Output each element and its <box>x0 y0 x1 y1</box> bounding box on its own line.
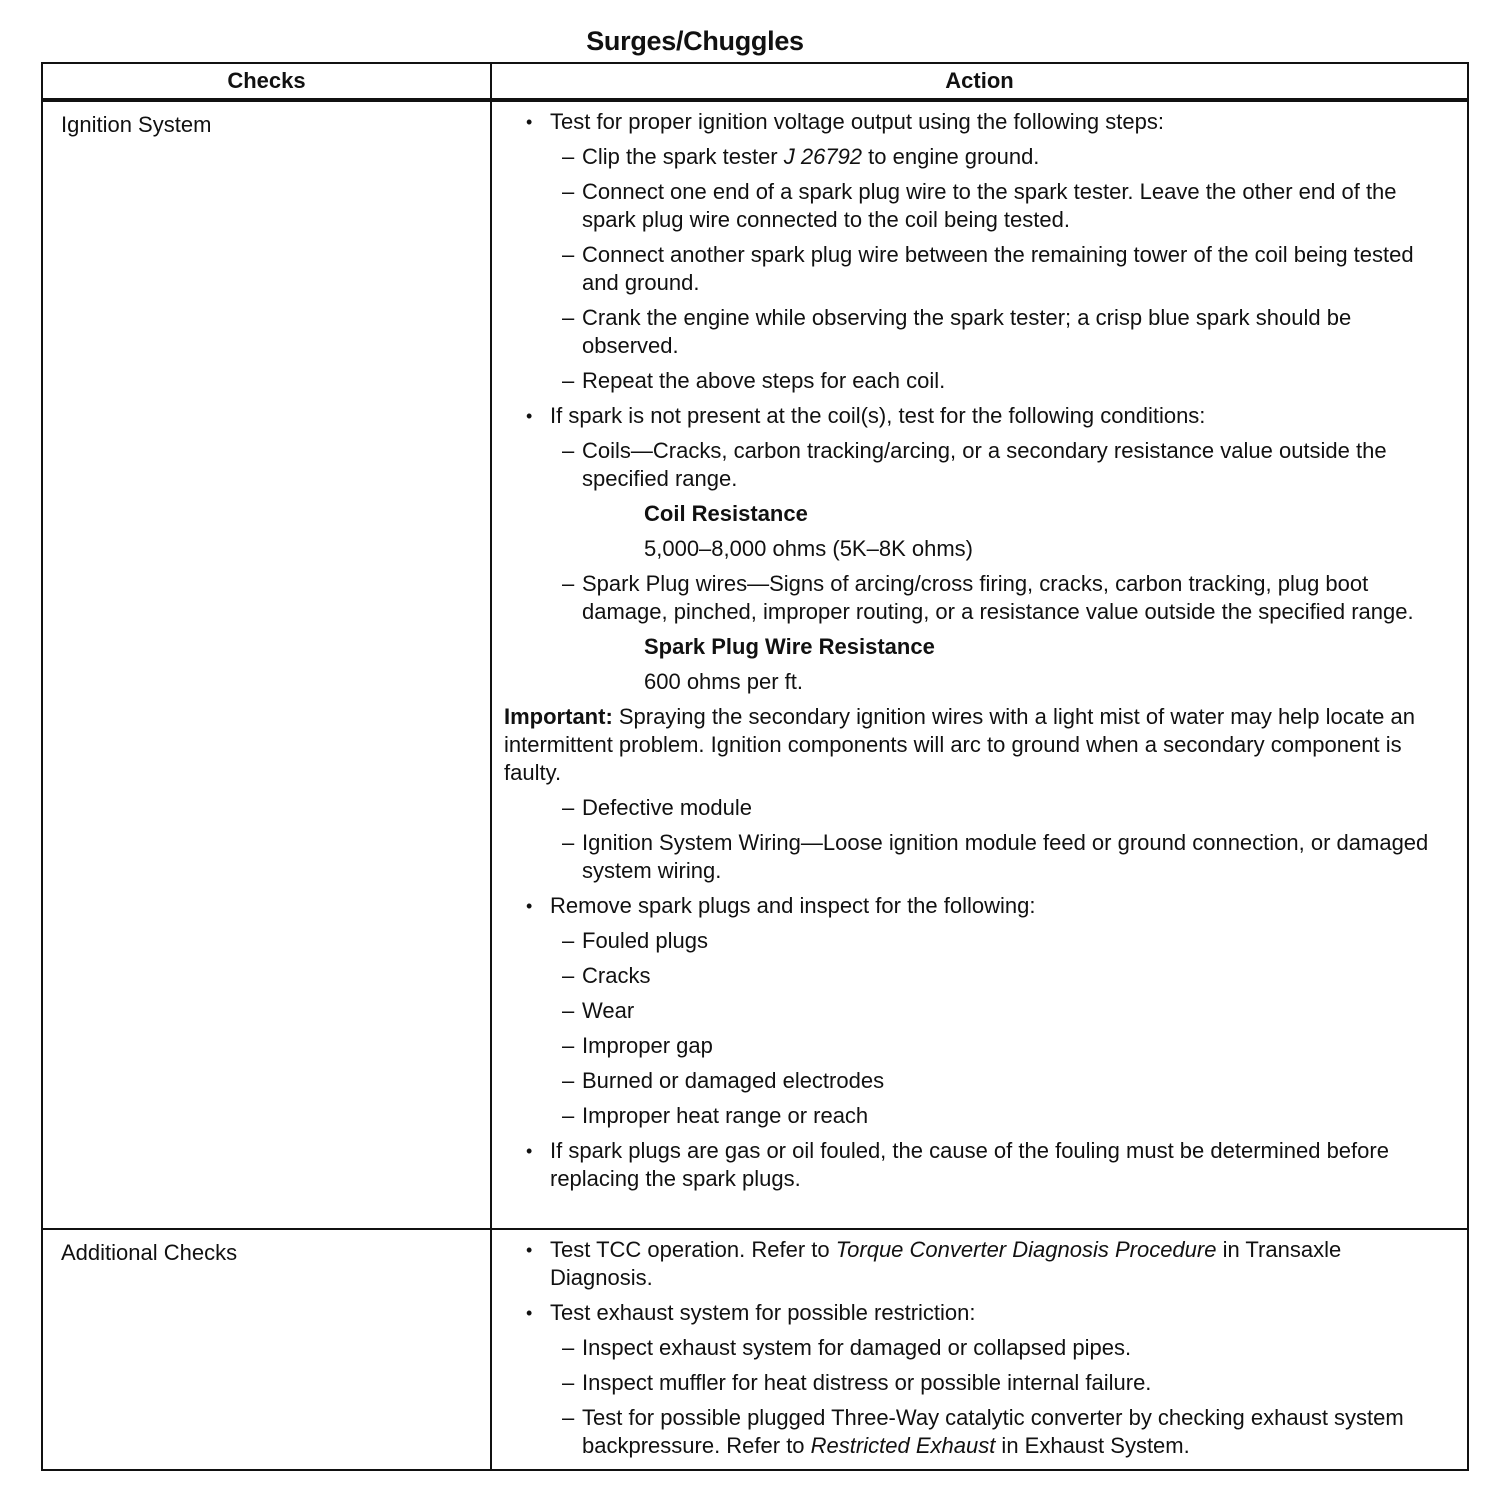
dash-item: – Crank the engine while observing the spark tester; a crisp blue spark should be observed. <box>504 304 1449 360</box>
dash-item: – Connect another spark plug wire between the remaining tower of the coil being tested and ground. <box>504 241 1449 297</box>
header-action: Action <box>491 63 1468 100</box>
tool-number: J 26792 <box>783 144 863 169</box>
step-text: Clip the spark tester <box>582 144 784 169</box>
page-title: Surges/Chuggles <box>586 26 804 56</box>
bullet-item: • Remove spark plugs and inspect for the following: <box>504 892 1449 920</box>
bullet-item: • Test exhaust system for possible restriction: <box>504 1299 1449 1327</box>
check-additional-checks: Additional Checks <box>42 1229 491 1470</box>
action-cell <box>491 1229 1468 1470</box>
action-cell <box>491 100 1468 1229</box>
important-note <box>504 703 1449 787</box>
important-text: Spraying the secondary ignition wires with a light mist of water may help locate an intermittent problem. Ignition components will arc to ground when a secondary component is faulty. <box>504 704 1415 785</box>
spec-title: Spark Plug Wire Resistance <box>644 634 935 659</box>
important-label: Important: <box>504 704 613 729</box>
table-row <box>42 100 1468 1229</box>
spec-value: 600 ohms per ft. <box>644 669 803 694</box>
dash-item: – Spark Plug wires—Signs of arcing/cross firing, cracks, carbon tracking, plug boot damage, pinched, improper routing, or a resistance value outside the specified range. <box>504 570 1449 626</box>
dash-item: – Cracks <box>504 962 1449 990</box>
dash-item: – Inspect muffler for heat distress or possible internal failure. <box>504 1369 1449 1397</box>
check-ignition-system: Ignition System <box>42 100 491 1229</box>
bullet-item: • If spark is not present at the coil(s), test for the following conditions: <box>504 402 1449 430</box>
spec-value: 5,000–8,000 ohms (5K–8K ohms) <box>644 536 973 561</box>
reference-title: Torque Converter Diagnosis Procedure <box>835 1237 1217 1262</box>
step-text: in Exhaust System. <box>995 1433 1190 1458</box>
step-text: Test TCC operation. Refer to <box>550 1237 836 1262</box>
dash-item: – Fouled plugs <box>504 927 1449 955</box>
dash-item <box>504 1404 1449 1460</box>
dash-item: – Connect one end of a spark plug wire to the spark tester. Leave the other end of the spark plug wire connected to the coil being tested. <box>504 178 1449 234</box>
dash-item: – Improper gap <box>504 1032 1449 1060</box>
bullet-item <box>504 1236 1449 1292</box>
header-checks: Checks <box>42 63 491 100</box>
dash-item: – Inspect exhaust system for damaged or collapsed pipes. <box>504 1334 1449 1362</box>
bullet-item: • Test for proper ignition voltage output using the following steps: <box>504 108 1449 136</box>
reference-title: Restricted Exhaust <box>810 1433 996 1458</box>
table-header-row <box>42 63 1468 100</box>
dash-item: – Burned or damaged electrodes <box>504 1067 1449 1095</box>
dash-item: – Repeat the above steps for each coil. <box>504 367 1449 395</box>
table-row <box>42 1229 1468 1470</box>
step-text: in Transaxle Diagnosis. <box>550 1237 1342 1290</box>
step-text: Test for possible plugged Three-Way catalytic converter by checking exhaust system backpressure. Refer to <box>582 1405 1404 1458</box>
diagnosis-table <box>41 62 1469 1471</box>
dash-item: – Ignition System Wiring—Loose ignition module feed or ground connection, or damaged system wiring. <box>504 829 1449 885</box>
spec-title: Coil Resistance <box>644 501 808 526</box>
dash-item: – Defective module <box>504 794 1449 822</box>
step-text: to engine ground. <box>862 144 1040 169</box>
dash-item: – Coils—Cracks, carbon tracking/arcing, or a secondary resistance value outside the specified range. <box>504 437 1449 493</box>
dash-item <box>504 143 1449 171</box>
bullet-item: • If spark plugs are gas or oil fouled, the cause of the fouling must be determined before replacing the spark plugs. <box>504 1137 1449 1193</box>
dash-item: – Improper heat range or reach <box>504 1102 1449 1130</box>
dash-item: – Wear <box>504 997 1449 1025</box>
